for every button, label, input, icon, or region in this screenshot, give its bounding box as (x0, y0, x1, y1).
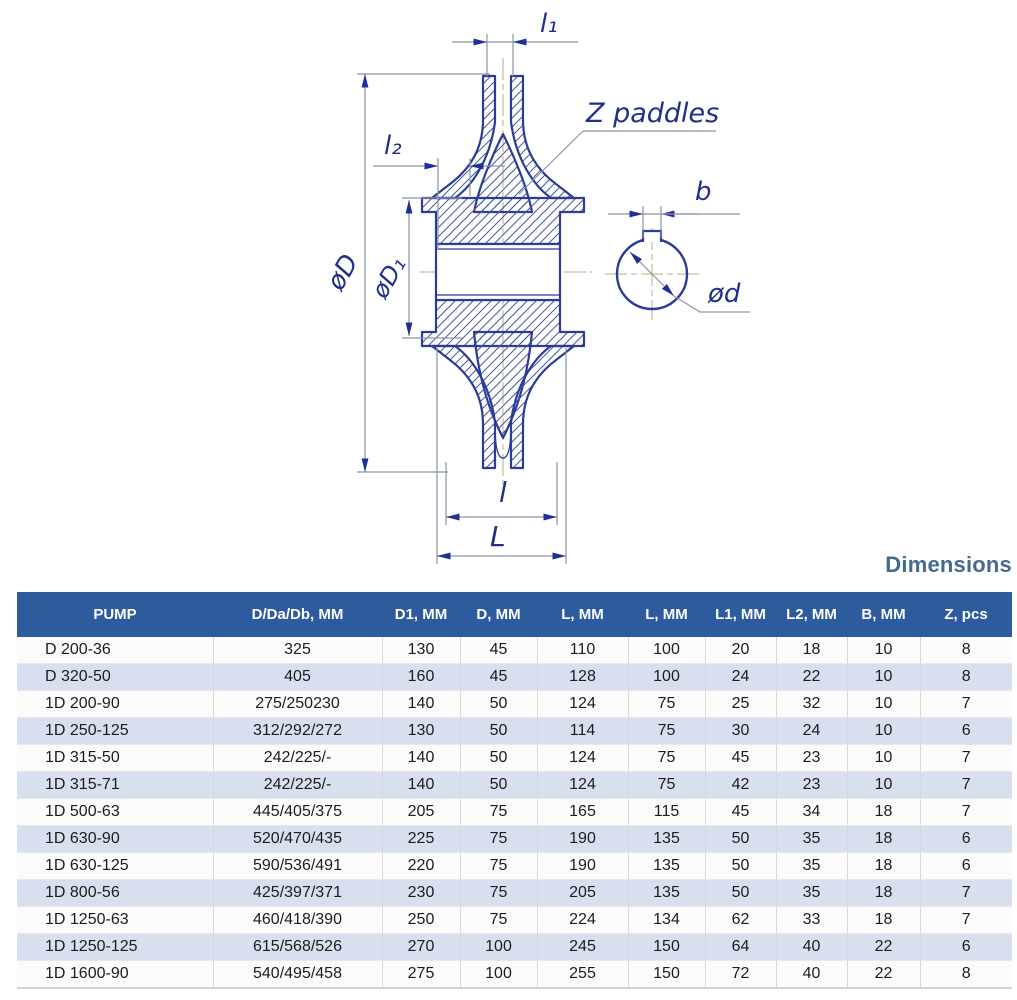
value-cell: 18 (847, 826, 920, 853)
pump-name-cell: 1D 1250-63 (17, 907, 213, 934)
value-cell: 230 (382, 880, 460, 907)
value-cell: 24 (776, 718, 847, 745)
pump-name-cell: 1D 315-71 (17, 772, 213, 799)
value-cell: 18 (847, 853, 920, 880)
value-cell: 23 (776, 772, 847, 799)
value-cell: 64 (705, 934, 776, 961)
value-cell: 100 (460, 961, 537, 989)
column-header: D/Da/Db, MM (213, 592, 382, 637)
value-cell: 33 (776, 907, 847, 934)
dim-label-phi-D: øD (321, 249, 366, 296)
value-cell: 130 (382, 637, 460, 664)
hub-top-section (422, 198, 584, 244)
table-row (17, 853, 1012, 880)
header-row (17, 592, 1012, 637)
value-cell: 22 (847, 934, 920, 961)
column-header: Z, pcs (920, 592, 1012, 637)
pump-name-cell: 1D 1600-90 (17, 961, 213, 989)
value-cell: 35 (776, 880, 847, 907)
value-cell: 7 (920, 907, 1012, 934)
value-cell: 6 (920, 826, 1012, 853)
value-cell: 75 (628, 691, 705, 718)
table-row (17, 691, 1012, 718)
value-cell: 42 (705, 772, 776, 799)
pump-name-cell: D 200-36 (17, 637, 213, 664)
value-cell: 40 (776, 961, 847, 989)
table-row (17, 799, 1012, 826)
value-cell: 45 (460, 664, 537, 691)
value-cell: 23 (776, 745, 847, 772)
dim-label-b: b (695, 177, 712, 207)
table-row (17, 664, 1012, 691)
pump-name-cell: 1D 630-125 (17, 853, 213, 880)
value-cell: 50 (460, 718, 537, 745)
value-cell: 18 (847, 880, 920, 907)
value-cell: 135 (628, 880, 705, 907)
value-cell: 7 (920, 691, 1012, 718)
value-cell: 205 (537, 880, 628, 907)
value-cell: 22 (776, 664, 847, 691)
table-body (17, 637, 1012, 988)
value-cell: 18 (776, 637, 847, 664)
value-cell: 7 (920, 745, 1012, 772)
value-cell: 10 (847, 745, 920, 772)
value-cell: 75 (628, 772, 705, 799)
value-cell: 8 (920, 637, 1012, 664)
value-cell: 22 (847, 961, 920, 989)
table-row (17, 907, 1012, 934)
value-cell: 18 (847, 907, 920, 934)
column-header: L, MM (628, 592, 705, 637)
value-cell: 140 (382, 772, 460, 799)
value-cell: 124 (537, 745, 628, 772)
value-cell: 50 (705, 880, 776, 907)
dimensions-table (17, 592, 1012, 989)
value-cell: 10 (847, 772, 920, 799)
value-cell: 35 (776, 853, 847, 880)
value-cell: 128 (537, 664, 628, 691)
table-row (17, 961, 1012, 989)
value-cell: 540/495/458 (213, 961, 382, 989)
value-cell: 75 (460, 826, 537, 853)
column-header: L1, MM (705, 592, 776, 637)
value-cell: 62 (705, 907, 776, 934)
value-cell: 45 (705, 745, 776, 772)
dim-label-phi-D1: øD₁ (365, 251, 412, 303)
dim-label-l2: l₂ (384, 131, 402, 161)
pump-name-cell: 1D 250-125 (17, 718, 213, 745)
value-cell: 50 (460, 691, 537, 718)
table-row (17, 826, 1012, 853)
value-cell: 405 (213, 664, 382, 691)
callout-z-paddles: Z paddles (586, 98, 720, 129)
value-cell: 140 (382, 691, 460, 718)
value-cell: 270 (382, 934, 460, 961)
value-cell: 325 (213, 637, 382, 664)
column-header: L, MM (537, 592, 628, 637)
value-cell: 32 (776, 691, 847, 718)
value-cell: 425/397/371 (213, 880, 382, 907)
dim-label-l-inner: l (499, 476, 507, 509)
value-cell: 245 (537, 934, 628, 961)
value-cell: 6 (920, 853, 1012, 880)
table-row (17, 772, 1012, 799)
value-cell: 75 (460, 880, 537, 907)
value-cell: 7 (920, 799, 1012, 826)
value-cell: 135 (628, 826, 705, 853)
value-cell: 45 (705, 799, 776, 826)
value-cell: 72 (705, 961, 776, 989)
value-cell: 8 (920, 961, 1012, 989)
value-cell: 312/292/272 (213, 718, 382, 745)
value-cell: 18 (847, 799, 920, 826)
value-cell: 124 (537, 772, 628, 799)
pump-name-cell: 1D 630-90 (17, 826, 213, 853)
value-cell: 10 (847, 691, 920, 718)
value-cell: 24 (705, 664, 776, 691)
value-cell: 115 (628, 799, 705, 826)
value-cell: 75 (628, 718, 705, 745)
value-cell: 100 (460, 934, 537, 961)
value-cell: 250 (382, 907, 460, 934)
value-cell: 7 (920, 772, 1012, 799)
value-cell: 7 (920, 880, 1012, 907)
column-header: D, MM (460, 592, 537, 637)
value-cell: 134 (628, 907, 705, 934)
value-cell: 590/536/491 (213, 853, 382, 880)
dim-label-phi-d: ød (708, 279, 741, 309)
column-header: L2, MM (776, 592, 847, 637)
value-cell: 10 (847, 718, 920, 745)
value-cell: 242/225/- (213, 745, 382, 772)
value-cell: 242/225/- (213, 772, 382, 799)
value-cell: 8 (920, 664, 1012, 691)
table-row (17, 637, 1012, 664)
value-cell: 190 (537, 826, 628, 853)
value-cell: 100 (628, 664, 705, 691)
value-cell: 255 (537, 961, 628, 989)
value-cell: 140 (382, 745, 460, 772)
value-cell: 75 (460, 853, 537, 880)
value-cell: 10 (847, 637, 920, 664)
dim-label-L-outer: L (490, 520, 506, 553)
column-header: B, MM (847, 592, 920, 637)
value-cell: 30 (705, 718, 776, 745)
value-cell: 150 (628, 961, 705, 989)
value-cell: 275/250230 (213, 691, 382, 718)
value-cell: 34 (776, 799, 847, 826)
value-cell: 50 (460, 772, 537, 799)
dim-label-l1: l₁ (540, 9, 558, 39)
table-title: Dimensions (885, 552, 1012, 577)
value-cell: 6 (920, 718, 1012, 745)
value-cell: 135 (628, 853, 705, 880)
value-cell: 25 (705, 691, 776, 718)
value-cell: 20 (705, 637, 776, 664)
value-cell: 50 (705, 853, 776, 880)
pump-name-cell: 1D 500-63 (17, 799, 213, 826)
pump-name-cell: D 320-50 (17, 664, 213, 691)
pump-name-cell: 1D 315-50 (17, 745, 213, 772)
pump-name-cell: 1D 200-90 (17, 691, 213, 718)
value-cell: 35 (776, 826, 847, 853)
value-cell: 75 (628, 745, 705, 772)
pump-name-cell: 1D 800-56 (17, 880, 213, 907)
table-row (17, 934, 1012, 961)
value-cell: 220 (382, 853, 460, 880)
pump-name-cell: 1D 1250-125 (17, 934, 213, 961)
value-cell: 190 (537, 853, 628, 880)
value-cell: 160 (382, 664, 460, 691)
table-row (17, 718, 1012, 745)
value-cell: 165 (537, 799, 628, 826)
column-header: D1, MM (382, 592, 460, 637)
value-cell: 445/405/375 (213, 799, 382, 826)
value-cell: 225 (382, 826, 460, 853)
value-cell: 275 (382, 961, 460, 989)
value-cell: 100 (628, 637, 705, 664)
value-cell: 110 (537, 637, 628, 664)
value-cell: 45 (460, 637, 537, 664)
value-cell: 50 (705, 826, 776, 853)
value-cell: 75 (460, 907, 537, 934)
value-cell: 520/470/435 (213, 826, 382, 853)
value-cell: 10 (847, 664, 920, 691)
column-header: PUMP (17, 592, 213, 637)
value-cell: 615/568/526 (213, 934, 382, 961)
value-cell: 150 (628, 934, 705, 961)
value-cell: 114 (537, 718, 628, 745)
value-cell: 75 (460, 799, 537, 826)
value-cell: 460/418/390 (213, 907, 382, 934)
value-cell: 40 (776, 934, 847, 961)
value-cell: 205 (382, 799, 460, 826)
value-cell: 6 (920, 934, 1012, 961)
table-row (17, 745, 1012, 772)
value-cell: 50 (460, 745, 537, 772)
value-cell: 124 (537, 691, 628, 718)
value-cell: 130 (382, 718, 460, 745)
value-cell: 224 (537, 907, 628, 934)
table-header (17, 592, 1012, 637)
table-row (17, 880, 1012, 907)
